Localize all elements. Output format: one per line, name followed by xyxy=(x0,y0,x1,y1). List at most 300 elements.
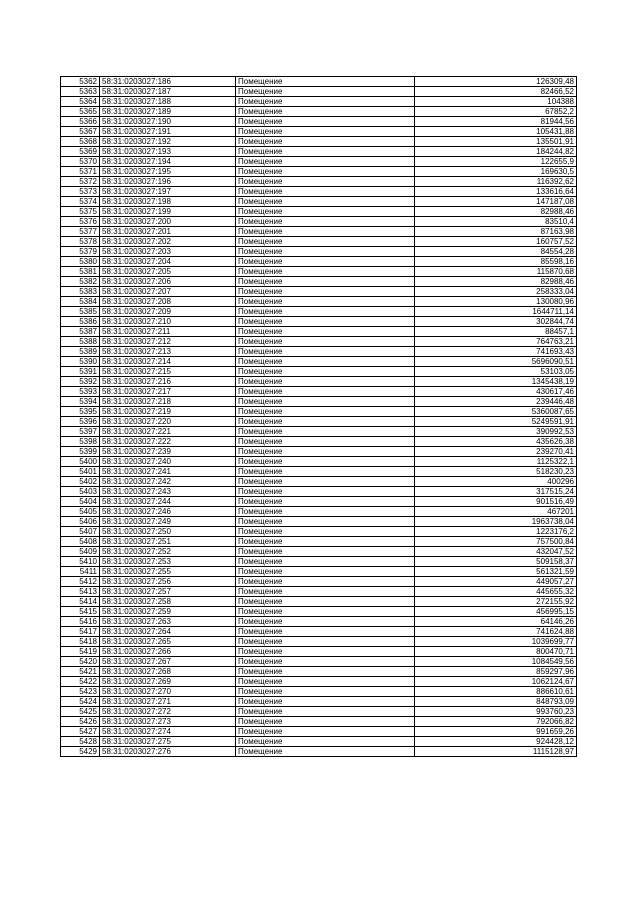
table-row xyxy=(61,387,577,397)
cadastral-value-cell: 160757,52 xyxy=(415,237,577,247)
object-type-cell: Помещение xyxy=(236,587,415,597)
cadastral-number-cell: 58:31:0203027:202 xyxy=(100,237,236,247)
object-type-cell: Помещение xyxy=(236,477,415,487)
cadastral-value-cell: 147187,08 xyxy=(415,197,577,207)
cadastral-number-cell: 58:31:0203027:263 xyxy=(100,617,236,627)
cadastral-number-cell: 58:31:0203027:258 xyxy=(100,597,236,607)
table-row xyxy=(61,447,577,457)
table-row xyxy=(61,307,577,317)
object-type-cell: Помещение xyxy=(236,567,415,577)
table-row xyxy=(61,567,577,577)
cadastral-value-cell: 272155,92 xyxy=(415,597,577,607)
row-number-cell: 5400 xyxy=(61,457,100,467)
table-row xyxy=(61,697,577,707)
row-number-cell: 5399 xyxy=(61,447,100,457)
row-number-cell: 5422 xyxy=(61,677,100,687)
table-row xyxy=(61,667,577,677)
table-row xyxy=(61,717,577,727)
cadastral-value-cell: 130080,96 xyxy=(415,297,577,307)
cadastral-number-cell: 58:31:0203027:274 xyxy=(100,727,236,737)
object-type-cell: Помещение xyxy=(236,407,415,417)
cadastral-value-cell: 886610,61 xyxy=(415,687,577,697)
object-type-cell: Помещение xyxy=(236,177,415,187)
cadastral-number-cell: 58:31:0203027:214 xyxy=(100,357,236,367)
cadastral-number-cell: 58:31:0203027:275 xyxy=(100,737,236,747)
cadastral-number-cell: 58:31:0203027:265 xyxy=(100,637,236,647)
cadastral-value-cell: 432047,52 xyxy=(415,547,577,557)
table-row xyxy=(61,597,577,607)
cadastral-number-cell: 58:31:0203027:244 xyxy=(100,497,236,507)
cadastral-number-cell: 58:31:0203027:252 xyxy=(100,547,236,557)
object-type-cell: Помещение xyxy=(236,97,415,107)
table-row xyxy=(61,737,577,747)
row-number-cell: 5409 xyxy=(61,547,100,557)
row-number-cell: 5379 xyxy=(61,247,100,257)
object-type-cell: Помещение xyxy=(236,597,415,607)
cadastral-number-cell: 58:31:0203027:205 xyxy=(100,267,236,277)
cadastral-number-cell: 58:31:0203027:249 xyxy=(100,517,236,527)
object-type-cell: Помещение xyxy=(236,347,415,357)
row-number-cell: 5378 xyxy=(61,237,100,247)
object-type-cell: Помещение xyxy=(236,267,415,277)
table-row xyxy=(61,257,577,267)
cadastral-value-cell: 561321,59 xyxy=(415,567,577,577)
cadastral-number-cell: 58:31:0203027:192 xyxy=(100,137,236,147)
cadastral-number-cell: 58:31:0203027:255 xyxy=(100,567,236,577)
cadastral-number-cell: 58:31:0203027:239 xyxy=(100,447,236,457)
cadastral-value-cell: 924428,12 xyxy=(415,737,577,747)
object-type-cell: Помещение xyxy=(236,677,415,687)
cadastral-value-cell: 53103,05 xyxy=(415,367,577,377)
table-row xyxy=(61,297,577,307)
cadastral-value-cell: 82988,46 xyxy=(415,277,577,287)
table-row xyxy=(61,607,577,617)
table-row xyxy=(61,227,577,237)
table-row xyxy=(61,507,577,517)
table-row xyxy=(61,577,577,587)
object-type-cell: Помещение xyxy=(236,147,415,157)
object-type-cell: Помещение xyxy=(236,557,415,567)
object-type-cell: Помещение xyxy=(236,607,415,617)
table-row xyxy=(61,347,577,357)
cadastral-value-cell: 518230,23 xyxy=(415,467,577,477)
object-type-cell: Помещение xyxy=(236,117,415,127)
row-number-cell: 5411 xyxy=(61,567,100,577)
object-type-cell: Помещение xyxy=(236,87,415,97)
cadastral-number-cell: 58:31:0203027:243 xyxy=(100,487,236,497)
table-row xyxy=(61,147,577,157)
cadastral-number-cell: 58:31:0203027:195 xyxy=(100,167,236,177)
object-type-cell: Помещение xyxy=(236,657,415,667)
row-number-cell: 5397 xyxy=(61,427,100,437)
row-number-cell: 5391 xyxy=(61,367,100,377)
cadastral-value-cell: 1084549,56 xyxy=(415,657,577,667)
row-number-cell: 5404 xyxy=(61,497,100,507)
cadastral-number-cell: 58:31:0203027:191 xyxy=(100,127,236,137)
cadastral-number-cell: 58:31:0203027:218 xyxy=(100,397,236,407)
cadastral-value-cell: 87163,98 xyxy=(415,227,577,237)
cadastral-value-cell: 859297,96 xyxy=(415,667,577,677)
cadastral-number-cell: 58:31:0203027:266 xyxy=(100,647,236,657)
cadastral-value-cell: 741693,43 xyxy=(415,347,577,357)
cadastral-number-cell: 58:31:0203027:259 xyxy=(100,607,236,617)
cadastral-value-cell: 1039699,77 xyxy=(415,637,577,647)
cadastral-value-cell: 83510,4 xyxy=(415,217,577,227)
cadastral-value-cell: 792066,82 xyxy=(415,717,577,727)
row-number-cell: 5387 xyxy=(61,327,100,337)
table-row xyxy=(61,247,577,257)
row-number-cell: 5412 xyxy=(61,577,100,587)
cadastral-value-cell: 67852,2 xyxy=(415,107,577,117)
table-row xyxy=(61,187,577,197)
cadastral-number-cell: 58:31:0203027:204 xyxy=(100,257,236,267)
cadastral-value-cell: 1223176,2 xyxy=(415,527,577,537)
table-row xyxy=(61,327,577,337)
table-row xyxy=(61,437,577,447)
object-type-cell: Помещение xyxy=(236,227,415,237)
row-number-cell: 5381 xyxy=(61,267,100,277)
cadastral-value-cell: 741624,88 xyxy=(415,627,577,637)
cadastral-value-cell: 116392,62 xyxy=(415,177,577,187)
row-number-cell: 5402 xyxy=(61,477,100,487)
cadastral-number-cell: 58:31:0203027:253 xyxy=(100,557,236,567)
object-type-cell: Помещение xyxy=(236,317,415,327)
row-number-cell: 5394 xyxy=(61,397,100,407)
object-type-cell: Помещение xyxy=(236,157,415,167)
table-row xyxy=(61,477,577,487)
table-row xyxy=(61,287,577,297)
table-row xyxy=(61,467,577,477)
cadastral-number-cell: 58:31:0203027:222 xyxy=(100,437,236,447)
object-type-cell: Помещение xyxy=(236,627,415,637)
cadastral-value-cell: 1062124,67 xyxy=(415,677,577,687)
object-type-cell: Помещение xyxy=(236,337,415,347)
object-type-cell: Помещение xyxy=(236,167,415,177)
object-type-cell: Помещение xyxy=(236,197,415,207)
object-type-cell: Помещение xyxy=(236,487,415,497)
cadastral-value-cell: 84554,28 xyxy=(415,247,577,257)
row-number-cell: 5428 xyxy=(61,737,100,747)
object-type-cell: Помещение xyxy=(236,527,415,537)
row-number-cell: 5403 xyxy=(61,487,100,497)
cadastral-value-cell: 1115128,97 xyxy=(415,747,577,757)
property-table xyxy=(60,76,577,757)
cadastral-number-cell: 58:31:0203027:213 xyxy=(100,347,236,357)
cadastral-value-cell: 258333,04 xyxy=(415,287,577,297)
object-type-cell: Помещение xyxy=(236,727,415,737)
table-body xyxy=(61,77,577,757)
cadastral-number-cell: 58:31:0203027:219 xyxy=(100,407,236,417)
table-row xyxy=(61,87,577,97)
table-row xyxy=(61,617,577,627)
row-number-cell: 5396 xyxy=(61,417,100,427)
cadastral-number-cell: 58:31:0203027:187 xyxy=(100,87,236,97)
cadastral-number-cell: 58:31:0203027:246 xyxy=(100,507,236,517)
row-number-cell: 5401 xyxy=(61,467,100,477)
table-row xyxy=(61,727,577,737)
table-row xyxy=(61,97,577,107)
cadastral-value-cell: 757500,84 xyxy=(415,537,577,547)
table-row xyxy=(61,627,577,637)
table-row xyxy=(61,537,577,547)
row-number-cell: 5393 xyxy=(61,387,100,397)
object-type-cell: Помещение xyxy=(236,137,415,147)
cadastral-value-cell: 1963738,04 xyxy=(415,517,577,527)
cadastral-value-cell: 81944,56 xyxy=(415,117,577,127)
cadastral-value-cell: 764763,21 xyxy=(415,337,577,347)
row-number-cell: 5375 xyxy=(61,207,100,217)
table-row xyxy=(61,177,577,187)
table-row xyxy=(61,197,577,207)
row-number-cell: 5429 xyxy=(61,747,100,757)
row-number-cell: 5408 xyxy=(61,537,100,547)
cadastral-number-cell: 58:31:0203027:241 xyxy=(100,467,236,477)
cadastral-value-cell: 126309,48 xyxy=(415,77,577,87)
cadastral-number-cell: 58:31:0203027:240 xyxy=(100,457,236,467)
row-number-cell: 5390 xyxy=(61,357,100,367)
row-number-cell: 5416 xyxy=(61,617,100,627)
cadastral-number-cell: 58:31:0203027:211 xyxy=(100,327,236,337)
cadastral-number-cell: 58:31:0203027:198 xyxy=(100,197,236,207)
cadastral-number-cell: 58:31:0203027:256 xyxy=(100,577,236,587)
object-type-cell: Помещение xyxy=(236,717,415,727)
object-type-cell: Помещение xyxy=(236,107,415,117)
object-type-cell: Помещение xyxy=(236,467,415,477)
table-row xyxy=(61,77,577,87)
table-row xyxy=(61,237,577,247)
cadastral-number-cell: 58:31:0203027:188 xyxy=(100,97,236,107)
row-number-cell: 5363 xyxy=(61,87,100,97)
object-type-cell: Помещение xyxy=(236,237,415,247)
cadastral-value-cell: 449057,27 xyxy=(415,577,577,587)
row-number-cell: 5362 xyxy=(61,77,100,87)
cadastral-number-cell: 58:31:0203027:269 xyxy=(100,677,236,687)
table-row xyxy=(61,127,577,137)
cadastral-value-cell: 317515,24 xyxy=(415,487,577,497)
table-row xyxy=(61,557,577,567)
row-number-cell: 5420 xyxy=(61,657,100,667)
row-number-cell: 5414 xyxy=(61,597,100,607)
object-type-cell: Помещение xyxy=(236,707,415,717)
object-type-cell: Помещение xyxy=(236,387,415,397)
cadastral-value-cell: 5360087,65 xyxy=(415,407,577,417)
object-type-cell: Помещение xyxy=(236,397,415,407)
object-type-cell: Помещение xyxy=(236,577,415,587)
row-number-cell: 5385 xyxy=(61,307,100,317)
cadastral-value-cell: 133616,64 xyxy=(415,187,577,197)
row-number-cell: 5380 xyxy=(61,257,100,267)
cadastral-value-cell: 239270,41 xyxy=(415,447,577,457)
table-row xyxy=(61,217,577,227)
table-row xyxy=(61,687,577,697)
row-number-cell: 5376 xyxy=(61,217,100,227)
table-row xyxy=(61,337,577,347)
table-row xyxy=(61,377,577,387)
object-type-cell: Помещение xyxy=(236,187,415,197)
table-row xyxy=(61,317,577,327)
row-number-cell: 5372 xyxy=(61,177,100,187)
table-row xyxy=(61,657,577,667)
cadastral-value-cell: 135501,91 xyxy=(415,137,577,147)
cadastral-number-cell: 58:31:0203027:186 xyxy=(100,77,236,87)
cadastral-number-cell: 58:31:0203027:273 xyxy=(100,717,236,727)
object-type-cell: Помещение xyxy=(236,247,415,257)
table-row xyxy=(61,407,577,417)
table-row xyxy=(61,267,577,277)
row-number-cell: 5367 xyxy=(61,127,100,137)
row-number-cell: 5418 xyxy=(61,637,100,647)
cadastral-value-cell: 800470,71 xyxy=(415,647,577,657)
object-type-cell: Помещение xyxy=(236,277,415,287)
object-type-cell: Помещение xyxy=(236,427,415,437)
cadastral-number-cell: 58:31:0203027:215 xyxy=(100,367,236,377)
row-number-cell: 5389 xyxy=(61,347,100,357)
cadastral-number-cell: 58:31:0203027:194 xyxy=(100,157,236,167)
cadastral-number-cell: 58:31:0203027:242 xyxy=(100,477,236,487)
cadastral-number-cell: 58:31:0203027:206 xyxy=(100,277,236,287)
object-type-cell: Помещение xyxy=(236,367,415,377)
object-type-cell: Помещение xyxy=(236,687,415,697)
cadastral-value-cell: 445655,32 xyxy=(415,587,577,597)
cadastral-value-cell: 1345438,19 xyxy=(415,377,577,387)
table-row xyxy=(61,417,577,427)
cadastral-number-cell: 58:31:0203027:257 xyxy=(100,587,236,597)
table-row xyxy=(61,527,577,537)
table-row xyxy=(61,167,577,177)
object-type-cell: Помещение xyxy=(236,697,415,707)
cadastral-value-cell: 115870,68 xyxy=(415,267,577,277)
row-number-cell: 5413 xyxy=(61,587,100,597)
row-number-cell: 5366 xyxy=(61,117,100,127)
object-type-cell: Помещение xyxy=(236,507,415,517)
object-type-cell: Помещение xyxy=(236,257,415,267)
cadastral-value-cell: 88457,1 xyxy=(415,327,577,337)
cadastral-number-cell: 58:31:0203027:264 xyxy=(100,627,236,637)
object-type-cell: Помещение xyxy=(236,647,415,657)
cadastral-value-cell: 435626,38 xyxy=(415,437,577,447)
row-number-cell: 5421 xyxy=(61,667,100,677)
cadastral-value-cell: 456995,15 xyxy=(415,607,577,617)
cadastral-number-cell: 58:31:0203027:207 xyxy=(100,287,236,297)
cadastral-value-cell: 509158,37 xyxy=(415,557,577,567)
table-row xyxy=(61,677,577,687)
cadastral-value-cell: 104388 xyxy=(415,97,577,107)
cadastral-number-cell: 58:31:0203027:200 xyxy=(100,217,236,227)
cadastral-number-cell: 58:31:0203027:220 xyxy=(100,417,236,427)
table-row xyxy=(61,487,577,497)
row-number-cell: 5415 xyxy=(61,607,100,617)
cadastral-number-cell: 58:31:0203027:251 xyxy=(100,537,236,547)
table-row xyxy=(61,457,577,467)
row-number-cell: 5410 xyxy=(61,557,100,567)
object-type-cell: Помещение xyxy=(236,617,415,627)
cadastral-value-cell: 467201 xyxy=(415,507,577,517)
cadastral-number-cell: 58:31:0203027:189 xyxy=(100,107,236,117)
row-number-cell: 5417 xyxy=(61,627,100,637)
table-row xyxy=(61,647,577,657)
cadastral-value-cell: 82988,46 xyxy=(415,207,577,217)
cadastral-value-cell: 169630,5 xyxy=(415,167,577,177)
object-type-cell: Помещение xyxy=(236,667,415,677)
object-type-cell: Помещение xyxy=(236,497,415,507)
table-row xyxy=(61,277,577,287)
object-type-cell: Помещение xyxy=(236,747,415,757)
row-number-cell: 5368 xyxy=(61,137,100,147)
cadastral-value-cell: 1644711,14 xyxy=(415,307,577,317)
object-type-cell: Помещение xyxy=(236,287,415,297)
row-number-cell: 5405 xyxy=(61,507,100,517)
cadastral-value-cell: 239446,48 xyxy=(415,397,577,407)
cadastral-value-cell: 184244,82 xyxy=(415,147,577,157)
cadastral-number-cell: 58:31:0203027:199 xyxy=(100,207,236,217)
cadastral-value-cell: 901516,49 xyxy=(415,497,577,507)
cadastral-number-cell: 58:31:0203027:216 xyxy=(100,377,236,387)
cadastral-number-cell: 58:31:0203027:272 xyxy=(100,707,236,717)
cadastral-value-cell: 122655,9 xyxy=(415,157,577,167)
cadastral-number-cell: 58:31:0203027:221 xyxy=(100,427,236,437)
row-number-cell: 5392 xyxy=(61,377,100,387)
row-number-cell: 5395 xyxy=(61,407,100,417)
cadastral-value-cell: 302844,74 xyxy=(415,317,577,327)
cadastral-value-cell: 85598,16 xyxy=(415,257,577,267)
cadastral-number-cell: 58:31:0203027:212 xyxy=(100,337,236,347)
cadastral-number-cell: 58:31:0203027:217 xyxy=(100,387,236,397)
row-number-cell: 5425 xyxy=(61,707,100,717)
row-number-cell: 5373 xyxy=(61,187,100,197)
row-number-cell: 5371 xyxy=(61,167,100,177)
object-type-cell: Помещение xyxy=(236,437,415,447)
table-row xyxy=(61,397,577,407)
row-number-cell: 5406 xyxy=(61,517,100,527)
cadastral-value-cell: 5696090,51 xyxy=(415,357,577,367)
row-number-cell: 5386 xyxy=(61,317,100,327)
cadastral-number-cell: 58:31:0203027:203 xyxy=(100,247,236,257)
row-number-cell: 5388 xyxy=(61,337,100,347)
table-row xyxy=(61,707,577,717)
table-row xyxy=(61,637,577,647)
cadastral-number-cell: 58:31:0203027:208 xyxy=(100,297,236,307)
table-row xyxy=(61,207,577,217)
cadastral-number-cell: 58:31:0203027:268 xyxy=(100,667,236,677)
row-number-cell: 5427 xyxy=(61,727,100,737)
table-row xyxy=(61,117,577,127)
object-type-cell: Помещение xyxy=(236,357,415,367)
object-type-cell: Помещение xyxy=(236,537,415,547)
object-type-cell: Помещение xyxy=(236,127,415,137)
cadastral-value-cell: 105431,88 xyxy=(415,127,577,137)
object-type-cell: Помещение xyxy=(236,327,415,337)
object-type-cell: Помещение xyxy=(236,307,415,317)
row-number-cell: 5370 xyxy=(61,157,100,167)
object-type-cell: Помещение xyxy=(236,637,415,647)
row-number-cell: 5374 xyxy=(61,197,100,207)
table-row xyxy=(61,357,577,367)
cadastral-number-cell: 58:31:0203027:267 xyxy=(100,657,236,667)
table-row xyxy=(61,547,577,557)
cadastral-number-cell: 58:31:0203027:196 xyxy=(100,177,236,187)
table-row xyxy=(61,497,577,507)
row-number-cell: 5407 xyxy=(61,527,100,537)
row-number-cell: 5426 xyxy=(61,717,100,727)
cadastral-value-cell: 64146,26 xyxy=(415,617,577,627)
row-number-cell: 5384 xyxy=(61,297,100,307)
object-type-cell: Помещение xyxy=(236,547,415,557)
cadastral-value-cell: 5249591,91 xyxy=(415,417,577,427)
object-type-cell: Помещение xyxy=(236,447,415,457)
table-row xyxy=(61,747,577,757)
object-type-cell: Помещение xyxy=(236,737,415,747)
cadastral-value-cell: 390992,53 xyxy=(415,427,577,437)
